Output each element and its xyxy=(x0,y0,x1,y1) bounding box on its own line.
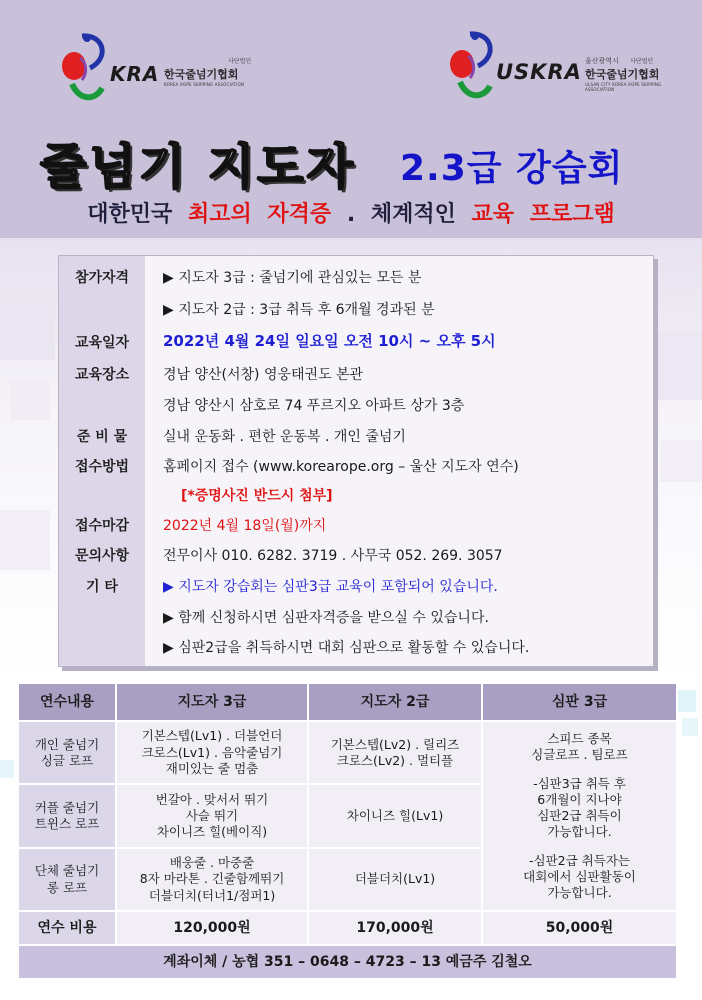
place-line-1: 경남 양산(서창) 영웅태권도 본관 xyxy=(163,367,364,383)
row-label-line: 개인 줄넘기 xyxy=(34,736,100,752)
cell-line: 차이니즈 힐(베이직) xyxy=(156,824,268,840)
row-label-line: 싱글 로프 xyxy=(40,752,94,768)
etc-line-1: ▶ 지도자 강습회는 심판3급 교육이 포함되어 있습니다. xyxy=(163,579,498,595)
etc-line-2: ▶ 함께 신청하시면 심판자격증을 받으실 수 있습니다. xyxy=(163,610,489,626)
bank-row xyxy=(18,945,677,979)
cell-line: 더블더치(터너1/점퍼1) xyxy=(148,887,276,903)
page-title: 줄넘기 지도자 xyxy=(40,139,356,195)
kra-tag: 사단법인 xyxy=(228,58,252,65)
place-line-2: 경남 양산시 삼호로 74 푸르지오 아파트 상가 3층 xyxy=(163,398,465,414)
qual-line-1: ▶ 지도자 3급 : 줄넘기에 관심있는 모든 분 xyxy=(163,270,422,286)
contact-label: 문의사항 xyxy=(74,548,130,564)
kra-name: KRA xyxy=(110,62,160,86)
slogan-word: 대한민국 xyxy=(87,202,173,227)
apply-label: 접수방법 xyxy=(74,459,130,475)
bank-info: 계좌이체 / 농협 351 – 0648 – 4723 – 13 예금주 김철오 xyxy=(18,945,677,979)
table-cell xyxy=(308,721,482,784)
decor-square xyxy=(0,510,50,570)
contact-value: 전무이사 010. 6282. 3719 . 사무국 052. 269. 3057 xyxy=(163,548,503,564)
referee-cell xyxy=(482,721,677,911)
decor-square xyxy=(10,380,50,420)
cost-cell: 120,000원 xyxy=(116,911,308,945)
cell-line: 가능합니다. xyxy=(547,824,612,840)
grade-title: 2.3급 강습회 xyxy=(400,148,624,189)
cost-label: 연수 비용 xyxy=(18,911,116,945)
date-value: 2022년 4월 24일 일요일 오전 10시 ~ 오후 5시 xyxy=(163,332,496,350)
decor-square xyxy=(660,440,702,482)
uskra-logo xyxy=(440,28,680,108)
deadline-value: 2022년 4월 18일(월)까지 xyxy=(163,518,327,534)
slogan-word: 프로그램 xyxy=(529,202,615,227)
cost-cell: 50,000원 xyxy=(482,911,677,945)
info-box xyxy=(58,255,654,667)
kra-logo xyxy=(52,28,262,108)
decor-square xyxy=(655,330,702,400)
prep-value: 실내 운동화 . 편한 운동복 . 개인 줄넘기 xyxy=(163,429,406,445)
header-cell: 지도자 3급 xyxy=(116,683,308,721)
table-cell xyxy=(116,721,308,784)
header-cell: 연수내용 xyxy=(18,683,116,721)
cell-line: 사슬 뛰기 xyxy=(185,808,239,824)
deadline-label: 접수마감 xyxy=(74,518,130,534)
cell-line: 8자 마라톤 . 긴줄함께뛰기 xyxy=(139,871,285,887)
header-cell: 심판 3급 xyxy=(482,683,677,721)
qual-line-2: ▶ 지도자 2급 : 3급 취득 후 6개월 경과된 분 xyxy=(163,302,435,318)
qual-label: 참가자격 xyxy=(74,270,130,286)
decor-square xyxy=(0,300,55,360)
slogan-word: 체계적인 xyxy=(370,202,456,227)
prep-label: 준 비 물 xyxy=(76,429,128,445)
row-label-line: 트윈스 로프 xyxy=(34,816,100,832)
cell-line: 크로스(Lv2) . 멀티플 xyxy=(336,752,454,768)
row-label-line: 롱 로프 xyxy=(46,879,88,895)
etc-line-3: ▶ 심판2급을 취득하시면 대회 심판으로 활동할 수 있습니다. xyxy=(163,640,530,656)
table-cell: 차이니즈 힐(Lv1) xyxy=(308,784,482,847)
cost-row xyxy=(18,911,677,945)
uskra-emblem-icon xyxy=(440,28,500,108)
uskra-eng: ULSAN CITY KOREA ROPE SKIPPING ASSOCIATION xyxy=(585,82,662,92)
decor-square xyxy=(0,760,14,778)
cell-line: 번갈아 . 맞서서 뛰기 xyxy=(155,791,269,807)
cell-line: 가능합니다. xyxy=(547,885,612,901)
uskra-org: 한국줄넘기협회 xyxy=(585,68,660,81)
cell-line: 크로스(Lv1) . 음악줄넘기 xyxy=(141,744,283,760)
row-label xyxy=(18,784,116,847)
slogan-word: . xyxy=(346,202,356,227)
uskra-name: USKRA xyxy=(496,60,582,84)
slogan xyxy=(0,197,702,228)
row-label-line: 커플 줄넘기 xyxy=(34,799,100,815)
cell-line: 싱글로프 . 팀로프 xyxy=(531,747,628,763)
etc-label: 기 타 xyxy=(86,579,118,595)
cell-line: 6개월이 지나야 xyxy=(537,791,622,807)
date-label: 교육일자 xyxy=(74,335,130,351)
cell-line: -심판2급 취득자는 xyxy=(529,852,630,868)
row-label xyxy=(18,721,116,784)
cell-line: 재미있는 줄 멈춤 xyxy=(165,760,259,776)
apply-value: 홈페이지 접수 (www.korearope.org – 울산 지도자 연수) xyxy=(163,459,519,475)
uskra-tag: 사단법인 xyxy=(630,58,654,65)
row-label xyxy=(18,848,116,911)
header-cell: 지도자 2급 xyxy=(308,683,482,721)
decor-square xyxy=(678,690,696,712)
cost-cell: 170,000원 xyxy=(308,911,482,945)
curriculum-table xyxy=(17,682,678,980)
cell-line: 배웅줄 . 마중줄 xyxy=(169,855,255,871)
row-label-line: 단체 줄넘기 xyxy=(34,863,100,879)
cell-line: -심판3급 취득 후 xyxy=(533,775,626,791)
kra-org: 한국줄넘기협회 xyxy=(164,68,239,81)
place-label: 교육장소 xyxy=(74,367,130,383)
decor-square xyxy=(682,718,698,736)
cell-line: 심판2급 취득이 xyxy=(537,808,622,824)
cell-line: 스피드 종목 xyxy=(547,731,612,747)
table-cell xyxy=(116,784,308,847)
cell-line: 기본스텝(Lv2) . 릴리즈 xyxy=(330,736,460,752)
table-cell xyxy=(116,848,308,911)
cell-line: 대회에서 심판활동이 xyxy=(523,868,636,884)
kra-eng: KOREA ROPE SKIPPING ASSOCIATION xyxy=(164,82,245,87)
table-cell: 더블더치(Lv1) xyxy=(308,848,482,911)
uskra-region: 울산광역시 xyxy=(585,57,619,65)
table-row xyxy=(18,721,677,784)
cell-line: 기본스텝(Lv1) . 더블언더 xyxy=(141,728,283,744)
apply-note: [*증명사진 반드시 첨부] xyxy=(181,488,333,504)
slogan-word: 최고의 xyxy=(187,202,252,227)
slogan-word: 교육 xyxy=(471,202,515,227)
slogan-word: 자격증 xyxy=(267,202,332,227)
kra-emblem-icon xyxy=(52,28,112,108)
table-header-row xyxy=(18,683,677,721)
